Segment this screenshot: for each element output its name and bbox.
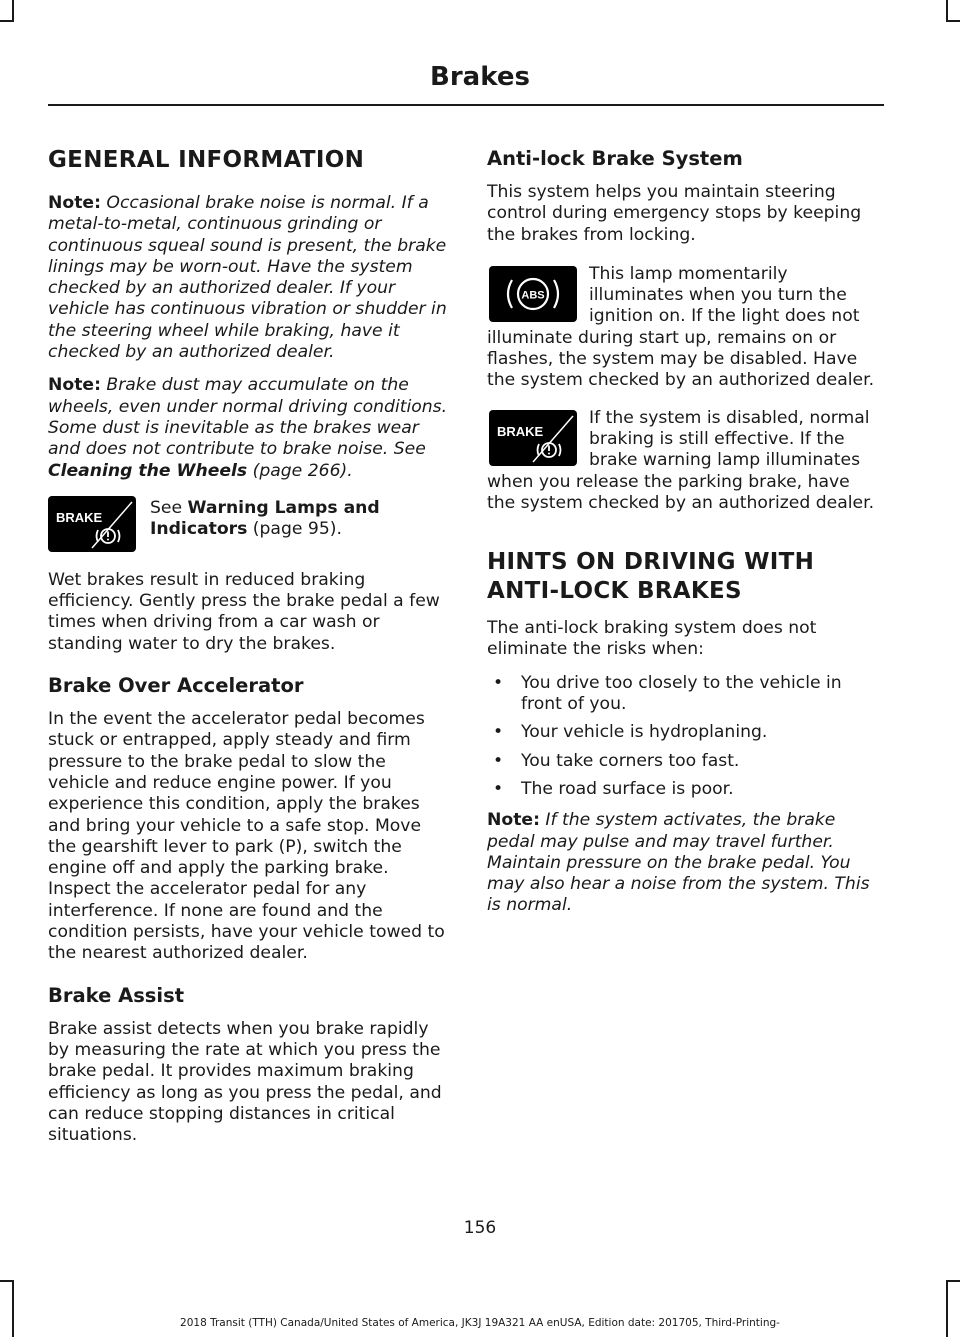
list-item: • The road surface is poor. [493,778,734,799]
crop-mark [12,0,14,20]
risks-list [487,673,883,800]
abs-intro-paragraph: This system helps you maintain steering control during emergency stops by keeping the brakes from locking. [487,182,862,245]
crop-mark [0,1280,14,1282]
note-system-activation [487,810,883,916]
crop-mark [946,1280,960,1282]
page-reference: (page 95). [247,519,342,540]
right-column [487,140,883,929]
hints-intro-paragraph: The anti-lock braking system does not eliminate the risks when: [487,618,817,660]
list-item: • Your vehicle is hydroplaning. [493,722,768,743]
list-item: • You drive too closely to the vehicle in front of you. [493,672,842,715]
brake-warning-lamp-icon [48,496,136,552]
brake-lamp-reference [48,494,448,556]
footer-edition-info: 2018 Transit (TTH) Canada/United States of America, JK3J 19A321 AA enUSA, Edition date: 201705, Third-Printing- [180,1317,780,1329]
svg-text:BRAKE: BRAKE [56,509,103,525]
brake-assist-paragraph: Brake assist detects when you brake rapidly by measuring the rate at which you press the brake pedal. It provides maximum braking efficiency as long as you press the pedal, and can reduce stopping distances in critical situations. [48,1018,442,1146]
note-label: Note: [48,375,101,396]
left-column [48,140,448,1158]
brake-over-accelerator-paragraph: In the event the accelerator pedal becomes stuck or entrapped, apply steady and firm pressure to the brake pedal to slow the vehicle and reduce engine power. If you experience this condition, apply the brakes and bring your vehicle to a safe stop. Move the gearshift lever to park (P), switch the engine off and apply the parking brake. Inspect the accelerator pedal for any interference. If none are found and the condition persists, have your vehicle towed to the nearest authorized dealer. [48,709,445,964]
crop-mark [946,20,960,22]
brake-lamp-paragraph: If the system is disabled, normal braking is still effective. If the brake warning lamp illuminates when you release the parking brake, have the system checked by an authorized dealer. [487,407,875,513]
brake-lamp-section [487,404,883,514]
note-text: If the system activates, the brake pedal may pulse and may travel further. Maintain pressure on the brake pedal. You may also hear a noise from the system. This is normal. [487,810,870,916]
list-item: • You take corners too fast. [493,750,740,771]
header-divider [48,104,884,106]
abs-lamp-paragraph: This lamp momentarily illuminates when you turn the ignition on. If the light does not illuminate during start up, remains on or flashes, the system may be disabled. Have the system checked by an authorized dealer. [487,263,875,391]
crop-mark [946,0,948,20]
note-brake-noise [48,193,448,363]
section-heading-hints-on-driving [487,548,883,606]
heading-line: HINTS ON DRIVING WITH [487,549,815,576]
svg-text:ABS: ABS [521,289,545,302]
section-heading-brake-over-accelerator: Brake Over Accelerator [48,674,304,698]
crop-mark [0,20,14,22]
svg-text:BRAKE: BRAKE [497,423,544,439]
abs-warning-lamp-icon [489,266,577,322]
page-title: Brakes [430,62,530,92]
wet-brakes-paragraph: Wet brakes result in reduced braking efficiency. Gently press the brake pedal a few times when driving from a car wash or standing water to dry the brakes. [48,569,440,654]
note-label: Note: [487,810,540,831]
cross-reference-link[interactable]: Cleaning the Wheels [48,460,248,481]
section-heading-anti-lock-brake-system: Anti-lock Brake System [487,147,743,170]
page-reference: (page 266). [252,460,353,481]
heading-line: ANTI-LOCK BRAKES [487,578,742,605]
section-heading-general-information: GENERAL INFORMATION [48,147,365,173]
brake-warning-lamp-icon [489,410,577,466]
see-label: See [150,497,188,518]
section-heading-brake-assist: Brake Assist [48,983,185,1007]
note-text: Occasional brake noise is normal. If a metal-to-metal, continuous grinding or continuous squeal sound is present, the brake linings may be worn-out. Have the system checked by an authorized dealer. If your vehicle has continuous vibration or shudder in the steering wheel while braking, have it checked by an authorized dealer. [48,193,447,363]
abs-lamp-section [487,258,883,392]
cross-reference-link[interactable]: Warning Lamps and Indicators [150,497,380,540]
note-brake-dust [48,375,448,481]
note-label: Note: [48,193,101,213]
note-text: Brake dust may accumulate on the wheels, even under normal driving conditions. Some dust is inevitable as the brakes wear and does not contribute to brake noise. See [48,375,448,460]
page-number: 156 [463,1218,497,1238]
